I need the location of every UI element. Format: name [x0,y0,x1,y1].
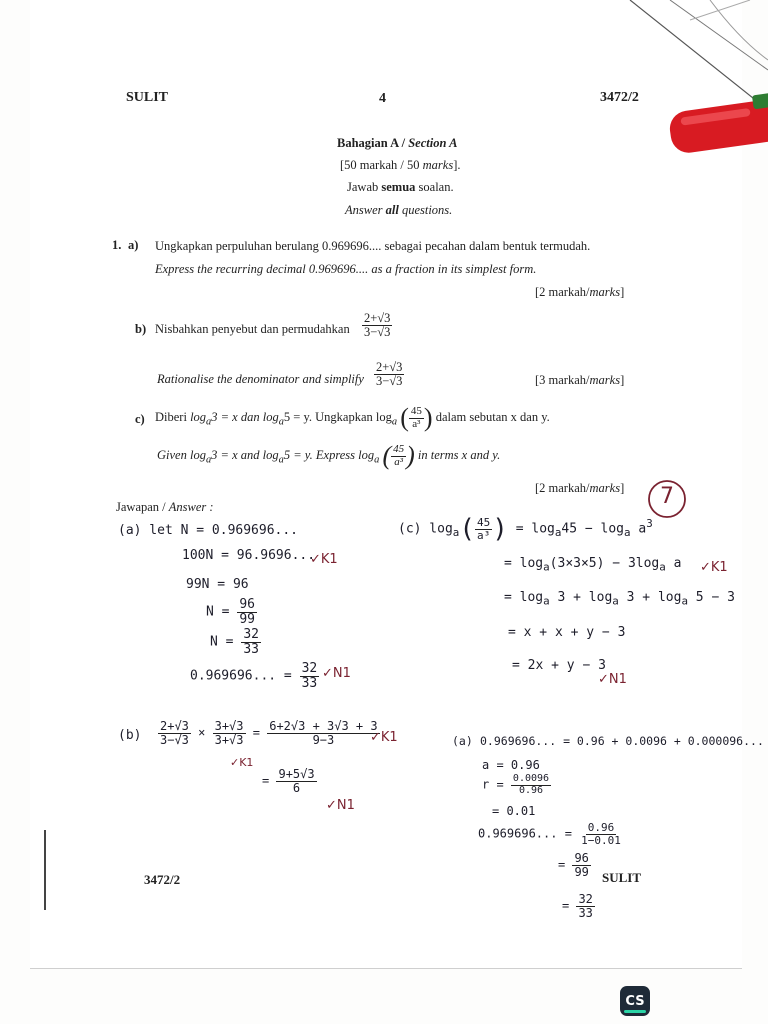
part-c-label: c) [135,412,145,426]
instruction-ms: Jawab semua soalan. [347,180,454,194]
work-c-line4: = x + x + y − 3 [508,625,626,640]
part-b-fraction-ms: $\frac{2+√3}{3-√3}$ [364,311,391,340]
score-value: 7 [660,484,674,509]
work-a-line2: 100N = 96.9696... [182,548,316,563]
part-a-text-ms: Ungkapkan perpuluhan berulang 0.969696.... sebagai pecahan dalam bentuk termudah. [155,239,591,253]
answer-label: Jawapan / Answer : [116,500,214,514]
work-a-line6: 0.969696... = $\frac{32}{33}$ [190,661,318,691]
work-a-line4: N = $\frac{96}{99}$ [206,597,255,627]
work-b-label: (b) [118,728,142,743]
work-a-line3: 99N = 96 [186,577,249,592]
section-marks: [50 markah / 50 marks]. [340,158,461,172]
header-sulit: SULIT [126,90,169,105]
part-b-text-ms: Nisbahkan penyebut dan permudahkan [155,322,350,336]
footer-sulit: SULIT [602,870,642,885]
camscanner-logo: CS [620,986,650,1016]
question-number: 1. [112,238,122,252]
part-c-text-ms: Diberi $\log_a3 = x$ dan $\log_a5 = y$. Ungkapkan $\log_a$ ( $\frac{45}{\text{a³}}$ ) dalam sebutan x dan y. [155,403,550,432]
tick-k1-a: ✓K1 [310,552,338,567]
alt-a-line2: a = 0.96 [482,758,540,772]
part-c-marks: [2 markah/marks] [535,481,625,495]
work-b-line2: = $\frac{9+5√3}{6}$ [262,767,315,795]
alt-a-line3: r = $\frac{0.0096}{0.96}$ [482,773,550,796]
part-a-marks: [2 markah/marks] [535,285,625,299]
tick-n1-b: ✓N1 [326,798,355,813]
work-c-line3: = $\log_a 3 + \log_a 3 + \log_a 5 - 3$ [504,590,735,608]
part-b-label: b) [135,322,147,336]
page-number: 4 [379,91,386,106]
header-code: 3472/2 [600,90,639,105]
alt-a-line6: = $\frac{96}{99}$ [558,851,589,879]
work-c-line2: = $\log_a(3\times 3\times 5) - 3\log_a$ a [504,556,682,574]
footer-code: 3472/2 [144,872,181,887]
alt-a-label: (a) [452,734,473,748]
part-a-text-en: Express the recurring decimal 0.969696.... as a fraction in its simplest form. [155,262,537,276]
part-a-label: a) [128,238,139,252]
tick-k1-b: ✓K1 [370,730,398,745]
part-b-text-en: Rationalise the denominator and simplify [157,372,364,386]
part-b-fraction-en: $\frac{2+√3}{3-√3}$ [376,360,403,389]
work-c-line5: = 2x + y − 3 [512,658,606,673]
work-a-line5: N = $\frac{32}{33}$ [210,627,259,657]
tick-n1-c: ✓N1 [598,672,627,687]
alt-a-line1: 0.969696... = 0.96 + 0.0096 + 0.000096... [480,734,764,748]
page-edge [30,968,742,969]
tick-k1-c: ✓K1 [700,560,728,575]
tick-n1-a: ✓N1 [322,666,351,681]
alt-a-line7: = $\frac{32}{33}$ [562,892,593,920]
tick-k1-b-small: ✓K1 [230,756,254,769]
instruction-en: Answer all questions. [345,203,453,217]
work-c-line1: (c) $\log_a$( $\frac{45}{\text{a³}}$ ) = $\log_a45 - \log_a a^3$ [398,514,653,544]
alt-a-line4: = 0.01 [492,804,536,818]
part-b-marks: [3 markah/marks] [535,373,625,387]
work-b-line1: $\frac{2+√3}{3-√3}$ × $\frac{3+√3}{3+√3}$ = $\frac{6+2√3 + 3√3 + 3}{9-3}$ [160,719,378,747]
part-c-text-en: Given $\log_a3 = x$ and $\log_a5 = y$. Express $\log_a$ ( $\frac{45}{\text{a³}}$ ) in terms x and y. [157,441,501,470]
work-a-line1: (a) let N = 0.969696... [118,523,299,538]
alt-a-line5: 0.969696... = $\frac{0.96}{1-0.01}$ [478,821,621,847]
section-title: Bahagian A / Section A [337,136,458,150]
binding-mark [44,830,46,910]
